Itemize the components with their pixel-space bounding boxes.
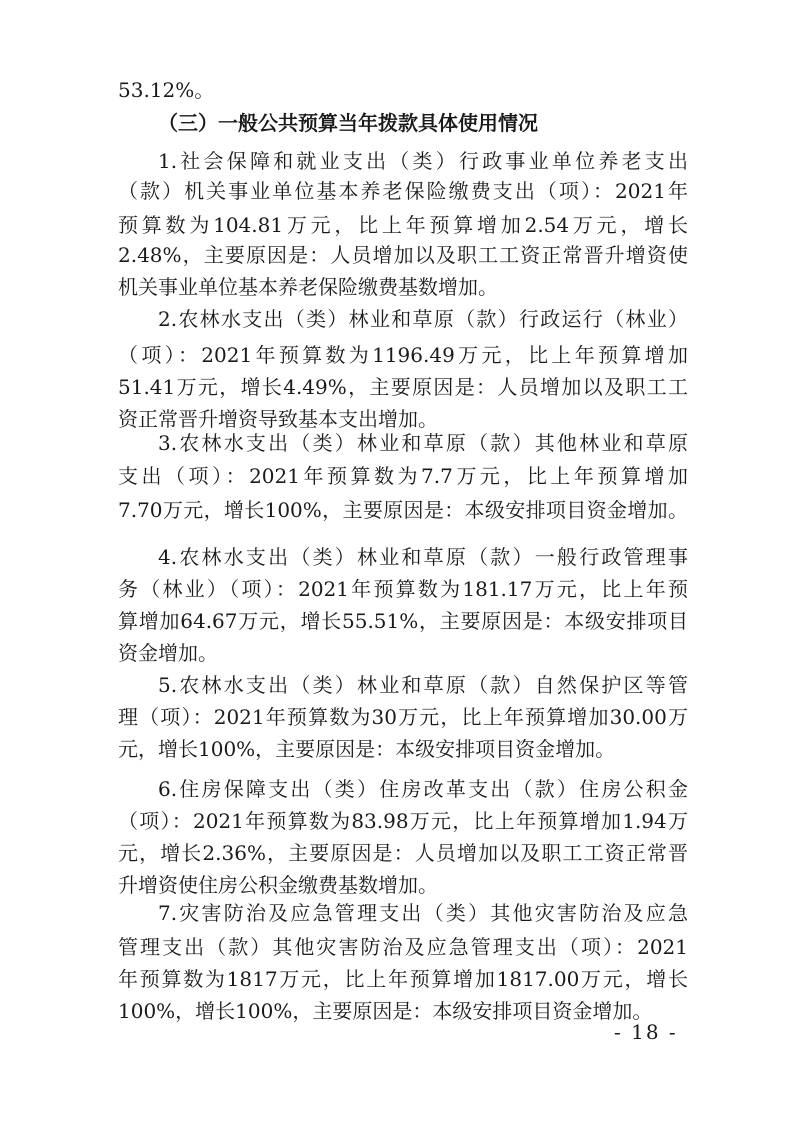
text-line: 支出（项）：2021年预算数为7.7万元，比上年预算增加 <box>118 464 688 488</box>
text-line: 7.灾害防治及应急管理支出（类）其他灾害防治及应急 <box>158 901 688 925</box>
text-line: 6.住房保障支出（类）住房改革支出（款）住房公积金 <box>158 777 688 801</box>
text-line: （项）：2021年预算数为1196.49万元，比上年预算增加 <box>118 343 688 367</box>
text-line: 4.农林水支出（类）林业和草原（款）一般行政管理事 <box>158 545 688 569</box>
text-line: 51.41万元，增长4.49%，主要原因是：人员增加以及职工工 <box>118 375 688 399</box>
text-line: （项）：2021年预算数为83.98万元，比上年预算增加1.94万 <box>118 809 688 833</box>
page-number: - 18 - <box>614 1020 678 1044</box>
text-line: 理（项）：2021年预算数为30万元，比上年预算增加30.00万 <box>118 705 688 729</box>
text-line: （款）机关事业单位基本养老保险缴费支出（项）：2021年 <box>118 179 688 203</box>
text-line: 元，增长100%，主要原因是：本级安排项目资金增加。 <box>118 737 616 761</box>
text-line: 年预算数为1817万元，比上年预算增加1817.00万元，增长 <box>118 967 688 991</box>
text-line: 务（林业）（项）：2021年预算数为181.17万元，比上年预 <box>118 577 688 601</box>
text-line: 管理支出（款）其他灾害防治及应急管理支出（项）：2021 <box>118 935 688 959</box>
text-line: 5.农林水支出（类）林业和草原（款）自然保护区等管 <box>158 673 688 697</box>
text-line: 53.12%。 <box>118 78 215 102</box>
text-line: 资金增加。 <box>118 641 218 665</box>
text-line: 2.48%，主要原因是：人员增加以及职工工资正常晋升增资使 <box>118 243 688 267</box>
text-line: 2.农林水支出（类）林业和草原（款）行政运行（林业） <box>158 307 688 331</box>
text-line: 资正常晋升增资导致基本支出增加。 <box>118 407 438 431</box>
text-line: 机关事业单位基本养老保险缴费基数增加。 <box>118 275 498 299</box>
text-line: 1.社会保障和就业支出（类）行政事业单位养老支出 <box>158 149 688 173</box>
text-line: 预算数为104.81万元，比上年预算增加2.54万元，增长 <box>118 213 688 237</box>
text-line: 算增加64.67万元，增长55.51%，主要原因是：本级安排项目 <box>118 609 688 633</box>
text-line: 100%，增长100%，主要原因是：本级安排项目资金增加。 <box>118 999 653 1023</box>
text-line: 3.农林水支出（类）林业和草原（款）其他林业和草原 <box>158 431 688 455</box>
section-heading: （三）一般公共预算当年拨款具体使用情况 <box>158 111 538 135</box>
text-line: 7.70万元，增长100%，主要原因是：本级安排项目资金增加。 <box>118 498 688 522</box>
text-line: 升增资使住房公积金缴费基数增加。 <box>118 873 438 897</box>
text-line: 元，增长2.36%，主要原因是：人员增加以及职工工资正常晋 <box>118 841 688 865</box>
